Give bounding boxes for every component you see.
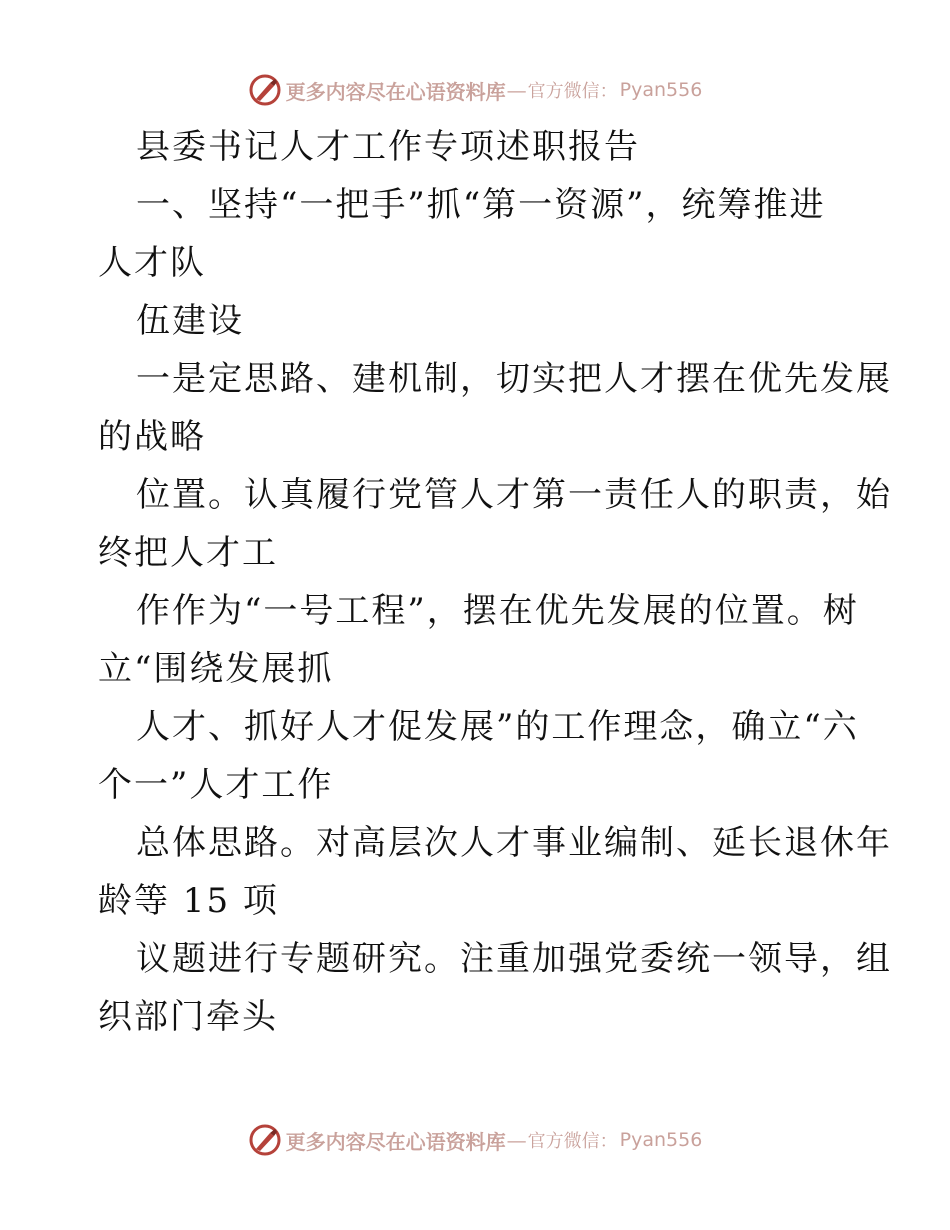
document-line: 伍建设	[136, 301, 244, 341]
watermark-site-text: 更多内容尽在心语资料库	[285, 1129, 506, 1154]
document-line: 一、坚持“一把手”抓“第一资源”，统筹推进	[136, 185, 826, 225]
document-line: 议题进行专题研究。注重加强党委统一领导，组	[136, 939, 892, 979]
watermark-wechat-id: Pyan556	[619, 1129, 703, 1151]
watermark-wechat-id: Pyan556	[619, 79, 703, 101]
document-line: 一是定思路、建机制，切实把人才摆在优先发展	[136, 359, 892, 399]
document-line: 立“围绕发展抓	[98, 649, 334, 689]
watermark-dash: —	[506, 1128, 527, 1152]
document-line: 终把人才工	[98, 533, 278, 573]
document-line: 位置。认真履行党管人才第一责任人的职责，始	[136, 475, 892, 515]
document-line: 人才、抓好人才促发展”的工作理念，确立“六	[136, 707, 859, 747]
pen-logo-icon	[248, 73, 282, 107]
document-line: 织部门牵头	[98, 997, 278, 1037]
watermark-dash: —	[506, 78, 527, 102]
document-body	[98, 118, 892, 1046]
document-line: 人才队	[98, 243, 206, 283]
footer-watermark	[0, 1120, 950, 1160]
document-line: 总体思路。对高层次人才事业编制、延长退休年	[136, 823, 892, 863]
watermark-wechat-label: 官方微信：	[527, 1131, 618, 1152]
document-line: 的战略	[98, 417, 206, 457]
watermark-wechat-label: 官方微信：	[527, 81, 618, 102]
document-line: 个一”人才工作	[98, 765, 334, 805]
pen-logo-icon	[248, 1123, 282, 1157]
header-watermark	[0, 70, 950, 110]
watermark-site-text: 更多内容尽在心语资料库	[285, 79, 506, 104]
document-title: 县委书记人才工作专项述职报告	[136, 127, 640, 167]
document-line: 作作为“一号工程”，摆在优先发展的位置。树	[136, 591, 859, 631]
document-line: 龄等 15 项	[98, 881, 279, 921]
